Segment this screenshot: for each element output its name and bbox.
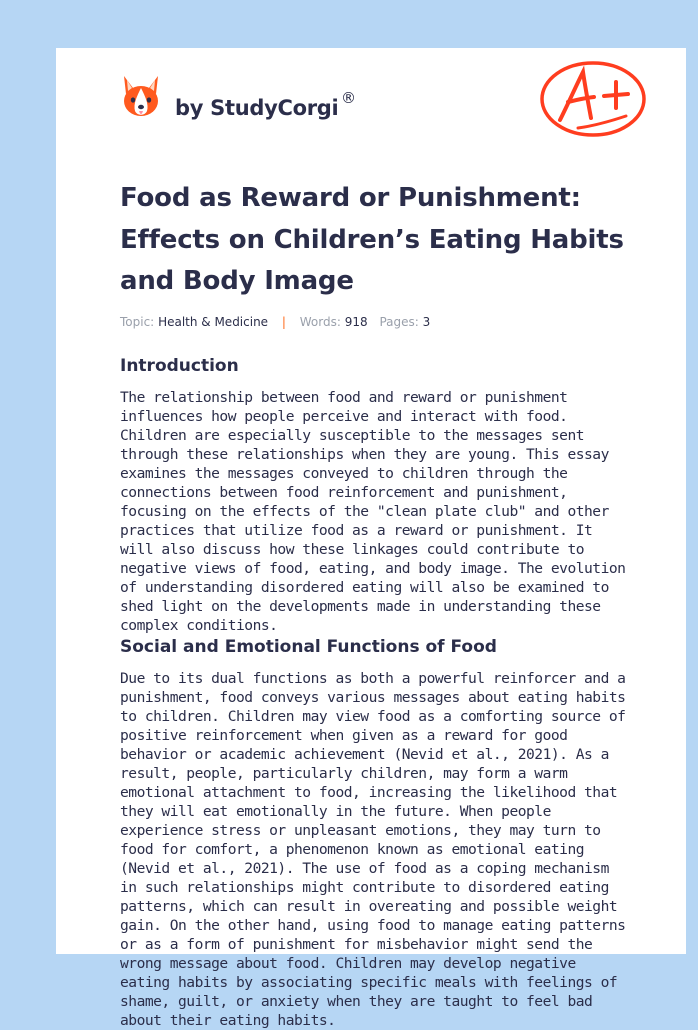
words-count: 918	[344, 314, 368, 329]
studycorgi-logo[interactable]	[120, 74, 366, 126]
document-page	[56, 48, 686, 1029]
words-label: Words:	[299, 314, 341, 329]
topic-link[interactable]: Health & Medicine	[158, 314, 269, 329]
registered-mark: ®	[341, 89, 356, 107]
article	[120, 178, 632, 1030]
section-heading-social-emotional: Social and Emotional Functions of Food	[120, 636, 497, 657]
page-title: Food as Reward or Punishment: Effects on Children’s Eating Habits and Body Image	[120, 183, 624, 296]
meta-separator: |	[281, 314, 286, 329]
corgi-icon	[120, 74, 162, 120]
section-paragraph-social-emotional: Due to its dual functions as both a powerful reinforcer and a punishment, food conveys various messages about eating habits to children. Children may view food as a comforting source of positive reinforcement when given as a reward for good behavior or academic achievement (Nevid et al., 2021). As a result, people, particularly children, may form a warm emotional attachment to food, increasing the likelihood that they will eat emotionally in the future. When people experience stress or unpleasant emotions, they may turn to food for comfort, a phenomenon known as emotional eating (Nevid et al., 2021). The use of food as a coping mechanism in such relationships might contribute to disordered eating patterns, which can result in overeating and possible weight gain. On the other hand, using food to manage eating patterns or as a form of punishment for misbehavior might send the wrong message about food. Children may develop negative eating habits by associating specific meals with feelings of shame, guilt, or anxiety when they are taught to feel bad about their eating habits.	[120, 669, 626, 1029]
document-meta	[120, 315, 632, 329]
pages-count: 3	[422, 314, 431, 329]
a-plus-grade-icon	[538, 58, 648, 142]
pages-label: Pages:	[379, 314, 419, 329]
page-header	[56, 48, 686, 158]
brand-name: by StudyCorgi	[175, 96, 339, 120]
topic-label: Topic:	[120, 314, 155, 329]
section-heading-introduction: Introduction	[120, 355, 239, 376]
section-paragraph-introduction: The relationship between food and reward or punishment influences how people perceive and interact with food. Children are especially susceptible to the messages sent through these relationships when they are young. This essay examines the messages conveyed to children through the connections between food reinforcement and punishment, focusing on the effects of the "clean plate club" and other practices that utilize food as a reward or punishment. It will also discuss how these linkages could contribute to negative views of food, eating, and body image. The evolution of understanding disordered eating will also be examined to shed light on the developments made in understanding these complex conditions.	[120, 388, 626, 634]
